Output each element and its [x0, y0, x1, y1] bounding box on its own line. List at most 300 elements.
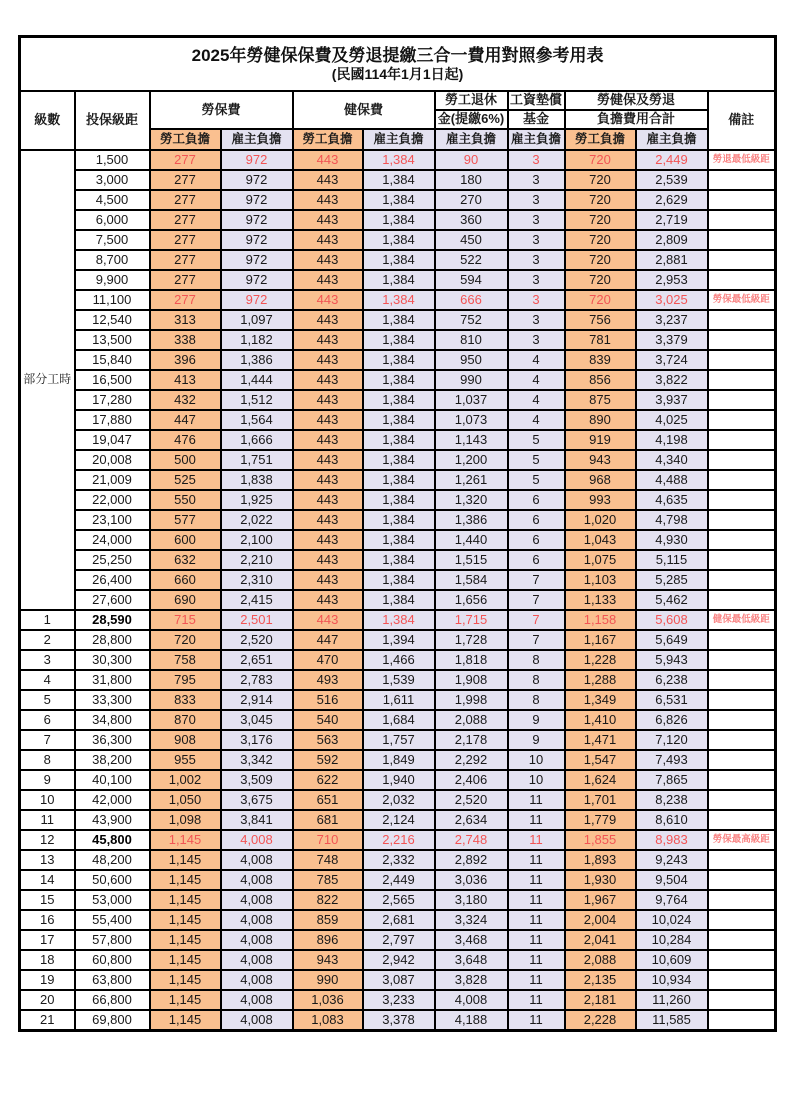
value-cell: 1,002 [150, 770, 221, 790]
value-cell: 943 [293, 950, 363, 970]
level-cell: 19 [20, 970, 75, 990]
value-cell: 1,037 [435, 390, 508, 410]
value-cell: 950 [435, 350, 508, 370]
value-cell: 1,440 [435, 530, 508, 550]
value-cell: 4,008 [221, 890, 293, 910]
value-cell: 10 [508, 750, 565, 770]
level-cell: 3 [20, 650, 75, 670]
table-row [20, 670, 776, 690]
bracket-cell: 34,800 [75, 710, 150, 730]
value-cell: 3 [508, 250, 565, 270]
value-cell: 1,849 [363, 750, 435, 770]
value-cell: 2,520 [221, 630, 293, 650]
level-cell: 7 [20, 730, 75, 750]
value-cell: 4,008 [221, 830, 293, 850]
value-cell: 859 [293, 910, 363, 930]
value-cell: 720 [565, 210, 636, 230]
value-cell: 2,088 [565, 950, 636, 970]
value-cell: 896 [293, 930, 363, 950]
level-cell: 18 [20, 950, 75, 970]
value-cell: 443 [293, 310, 363, 330]
value-cell: 1,103 [565, 570, 636, 590]
table-row [20, 550, 776, 570]
header-pension-employer: 雇主負擔 [435, 129, 508, 150]
header-total-line1: 勞健保及勞退 [565, 91, 708, 110]
value-cell: 11 [508, 910, 565, 930]
table-row [20, 970, 776, 990]
table-row [20, 410, 776, 430]
value-cell: 432 [150, 390, 221, 410]
value-cell: 720 [565, 270, 636, 290]
value-cell: 277 [150, 290, 221, 310]
value-cell: 4,488 [636, 470, 708, 490]
value-cell: 1,584 [435, 570, 508, 590]
value-cell: 443 [293, 510, 363, 530]
value-cell: 447 [150, 410, 221, 430]
level-cell: 14 [20, 870, 75, 890]
value-cell: 500 [150, 450, 221, 470]
remark-cell: 勞保最高級距 [708, 830, 776, 850]
value-cell: 443 [293, 190, 363, 210]
value-cell: 4,798 [636, 510, 708, 530]
bracket-cell: 4,500 [75, 190, 150, 210]
value-cell: 4,198 [636, 430, 708, 450]
bracket-cell: 57,800 [75, 930, 150, 950]
bracket-cell: 9,900 [75, 270, 150, 290]
value-cell: 8,983 [636, 830, 708, 850]
value-cell: 1,384 [363, 390, 435, 410]
value-cell: 4 [508, 370, 565, 390]
value-cell: 1,855 [565, 830, 636, 850]
remark-cell: 健保最低級距 [708, 610, 776, 630]
value-cell: 1,818 [435, 650, 508, 670]
value-cell: 1,384 [363, 350, 435, 370]
value-cell: 594 [435, 270, 508, 290]
value-cell: 2,216 [363, 830, 435, 850]
value-cell: 522 [435, 250, 508, 270]
value-cell: 1,386 [435, 510, 508, 530]
value-cell: 443 [293, 490, 363, 510]
level-cell: 6 [20, 710, 75, 730]
value-cell: 2,228 [565, 1010, 636, 1031]
table-row [20, 310, 776, 330]
value-cell: 7,865 [636, 770, 708, 790]
remark-cell [708, 470, 776, 490]
remark-cell [708, 770, 776, 790]
remark-cell: 勞退最低級距 [708, 150, 776, 170]
value-cell: 3 [508, 290, 565, 310]
remark-cell [708, 210, 776, 230]
value-cell: 592 [293, 750, 363, 770]
bracket-cell: 24,000 [75, 530, 150, 550]
table-row [20, 290, 776, 310]
value-cell: 1,384 [363, 270, 435, 290]
remark-cell [708, 710, 776, 730]
page-subtitle: (民國114年1月1日起) [331, 65, 464, 82]
value-cell: 1,838 [221, 470, 293, 490]
value-cell: 4,008 [221, 870, 293, 890]
value-cell: 2,022 [221, 510, 293, 530]
value-cell: 3,237 [636, 310, 708, 330]
value-cell: 972 [221, 210, 293, 230]
value-cell: 875 [565, 390, 636, 410]
header-total-employee: 勞工負擔 [565, 129, 636, 150]
value-cell: 2,881 [636, 250, 708, 270]
value-cell: 758 [150, 650, 221, 670]
value-cell: 1,097 [221, 310, 293, 330]
value-cell: 833 [150, 690, 221, 710]
value-cell: 1,145 [150, 850, 221, 870]
value-cell: 690 [150, 590, 221, 610]
table-row [20, 750, 776, 770]
value-cell: 1,320 [435, 490, 508, 510]
remark-cell [708, 550, 776, 570]
value-cell: 9,764 [636, 890, 708, 910]
value-cell: 11 [508, 870, 565, 890]
table-row [20, 190, 776, 210]
value-cell: 1,384 [363, 550, 435, 570]
value-cell: 6 [508, 530, 565, 550]
value-cell: 1,751 [221, 450, 293, 470]
level-cell: 5 [20, 690, 75, 710]
value-cell: 785 [293, 870, 363, 890]
value-cell: 1,967 [565, 890, 636, 910]
value-cell: 632 [150, 550, 221, 570]
value-cell: 720 [565, 250, 636, 270]
remark-cell [708, 670, 776, 690]
value-cell: 277 [150, 270, 221, 290]
value-cell: 6 [508, 490, 565, 510]
value-cell: 2,292 [435, 750, 508, 770]
value-cell: 577 [150, 510, 221, 530]
value-cell: 3,025 [636, 290, 708, 310]
value-cell: 1,701 [565, 790, 636, 810]
value-cell: 4 [508, 350, 565, 370]
value-cell: 972 [221, 270, 293, 290]
value-cell: 3 [508, 170, 565, 190]
value-cell: 1,349 [565, 690, 636, 710]
table-row [20, 990, 776, 1010]
level-cell: 21 [20, 1010, 75, 1031]
value-cell: 11 [508, 990, 565, 1010]
value-cell: 3 [508, 210, 565, 230]
value-cell: 1,145 [150, 950, 221, 970]
header-labor-employer: 雇主負擔 [221, 129, 293, 150]
value-cell: 919 [565, 430, 636, 450]
page-title: 2025年勞健保保費及勞退提繳三合一費用對照參考用表 [191, 46, 604, 66]
value-cell: 4,008 [221, 1010, 293, 1031]
value-cell: 270 [435, 190, 508, 210]
table-row [20, 210, 776, 230]
level-cell: 1 [20, 610, 75, 630]
value-cell: 1,158 [565, 610, 636, 630]
bracket-cell: 48,200 [75, 850, 150, 870]
table-row [20, 950, 776, 970]
remark-cell [708, 1010, 776, 1031]
value-cell: 660 [150, 570, 221, 590]
value-cell: 2,565 [363, 890, 435, 910]
value-cell: 2,181 [565, 990, 636, 1010]
table-row [20, 430, 776, 450]
table-row [20, 710, 776, 730]
value-cell: 443 [293, 250, 363, 270]
remark-cell [708, 950, 776, 970]
value-cell: 1,384 [363, 470, 435, 490]
bracket-cell: 28,590 [75, 610, 150, 630]
value-cell: 1,050 [150, 790, 221, 810]
value-cell: 443 [293, 610, 363, 630]
value-cell: 3,036 [435, 870, 508, 890]
value-cell: 2,629 [636, 190, 708, 210]
value-cell: 1,167 [565, 630, 636, 650]
value-cell: 2,942 [363, 950, 435, 970]
value-cell: 3 [508, 230, 565, 250]
table-row [20, 690, 776, 710]
value-cell: 2,210 [221, 550, 293, 570]
value-cell: 3,822 [636, 370, 708, 390]
bracket-cell: 60,800 [75, 950, 150, 970]
value-cell: 1,384 [363, 150, 435, 170]
table-row [20, 330, 776, 350]
value-cell: 4,635 [636, 490, 708, 510]
remark-cell [708, 230, 776, 250]
value-cell: 1,145 [150, 1010, 221, 1031]
remark-cell: 勞保最低級距 [708, 290, 776, 310]
bracket-cell: 21,009 [75, 470, 150, 490]
value-cell: 2,332 [363, 850, 435, 870]
header-total-line2: 負擔費用合計 [565, 110, 708, 129]
value-cell: 443 [293, 550, 363, 570]
table-row [20, 170, 776, 190]
value-cell: 11 [508, 930, 565, 950]
value-cell: 1,288 [565, 670, 636, 690]
remark-cell [708, 530, 776, 550]
value-cell: 1,261 [435, 470, 508, 490]
value-cell: 1,020 [565, 510, 636, 530]
remark-cell [708, 410, 776, 430]
value-cell: 1,930 [565, 870, 636, 890]
bracket-cell: 26,400 [75, 570, 150, 590]
value-cell: 3 [508, 330, 565, 350]
value-cell: 516 [293, 690, 363, 710]
table-row [20, 830, 776, 850]
header-health-insurance: 健保費 [293, 91, 435, 129]
remark-cell [708, 630, 776, 650]
value-cell: 2,004 [565, 910, 636, 930]
value-cell: 6 [508, 550, 565, 570]
value-cell: 1,893 [565, 850, 636, 870]
value-cell: 5,462 [636, 590, 708, 610]
value-cell: 1,145 [150, 890, 221, 910]
value-cell: 443 [293, 270, 363, 290]
value-cell: 1,384 [363, 410, 435, 430]
value-cell: 681 [293, 810, 363, 830]
value-cell: 277 [150, 210, 221, 230]
value-cell: 2,135 [565, 970, 636, 990]
value-cell: 1,908 [435, 670, 508, 690]
value-cell: 7 [508, 590, 565, 610]
table-row [20, 810, 776, 830]
value-cell: 8 [508, 650, 565, 670]
value-cell: 443 [293, 590, 363, 610]
table-row [20, 890, 776, 910]
value-cell: 11 [508, 850, 565, 870]
value-cell: 3,379 [636, 330, 708, 350]
value-cell: 11 [508, 970, 565, 990]
value-cell: 781 [565, 330, 636, 350]
value-cell: 1,384 [363, 510, 435, 530]
value-cell: 9,504 [636, 870, 708, 890]
value-cell: 993 [565, 490, 636, 510]
header-health-employee: 勞工負擔 [293, 129, 363, 150]
value-cell: 1,073 [435, 410, 508, 430]
table-row [20, 730, 776, 750]
level-cell: 10 [20, 790, 75, 810]
value-cell: 720 [150, 630, 221, 650]
value-cell: 955 [150, 750, 221, 770]
header-row-1 [20, 91, 776, 110]
value-cell: 1,384 [363, 430, 435, 450]
bracket-cell: 12,540 [75, 310, 150, 330]
value-cell: 968 [565, 470, 636, 490]
value-cell: 2,124 [363, 810, 435, 830]
value-cell: 4,008 [221, 950, 293, 970]
remark-cell [708, 430, 776, 450]
value-cell: 443 [293, 430, 363, 450]
table-row [20, 910, 776, 930]
value-cell: 908 [150, 730, 221, 750]
value-cell: 1,539 [363, 670, 435, 690]
remark-cell [708, 970, 776, 990]
value-cell: 11 [508, 890, 565, 910]
value-cell: 1,925 [221, 490, 293, 510]
value-cell: 2,415 [221, 590, 293, 610]
table-row [20, 490, 776, 510]
value-cell: 1,384 [363, 570, 435, 590]
value-cell: 10,934 [636, 970, 708, 990]
value-cell: 2,809 [636, 230, 708, 250]
table-row [20, 870, 776, 890]
remark-cell [708, 650, 776, 670]
value-cell: 2,100 [221, 530, 293, 550]
remark-cell [708, 850, 776, 870]
value-cell: 3,724 [636, 350, 708, 370]
value-cell: 10,024 [636, 910, 708, 930]
bracket-cell: 40,100 [75, 770, 150, 790]
value-cell: 8,238 [636, 790, 708, 810]
value-cell: 715 [150, 610, 221, 630]
value-cell: 3,828 [435, 970, 508, 990]
value-cell: 1,471 [565, 730, 636, 750]
value-cell: 3,509 [221, 770, 293, 790]
value-cell: 3,233 [363, 990, 435, 1010]
remark-cell [708, 190, 776, 210]
value-cell: 525 [150, 470, 221, 490]
value-cell: 1,384 [363, 490, 435, 510]
bracket-cell: 20,008 [75, 450, 150, 470]
value-cell: 4,188 [435, 1010, 508, 1031]
value-cell: 443 [293, 350, 363, 370]
value-cell: 3,324 [435, 910, 508, 930]
value-cell: 2,088 [435, 710, 508, 730]
header-wage-fund-employer: 雇主負擔 [508, 129, 565, 150]
value-cell: 7,493 [636, 750, 708, 770]
value-cell: 9 [508, 730, 565, 750]
value-cell: 1,624 [565, 770, 636, 790]
value-cell: 1,075 [565, 550, 636, 570]
value-cell: 651 [293, 790, 363, 810]
table-row [20, 790, 776, 810]
value-cell: 6,238 [636, 670, 708, 690]
value-cell: 1,098 [150, 810, 221, 830]
value-cell: 990 [435, 370, 508, 390]
value-cell: 810 [435, 330, 508, 350]
header-pension-line1: 勞工退休 [435, 91, 508, 110]
value-cell: 1,384 [363, 530, 435, 550]
value-cell: 563 [293, 730, 363, 750]
bracket-cell: 17,280 [75, 390, 150, 410]
value-cell: 8 [508, 670, 565, 690]
value-cell: 972 [221, 150, 293, 170]
premium-reference-table [18, 35, 777, 1032]
value-cell: 972 [221, 230, 293, 250]
bracket-cell: 16,500 [75, 370, 150, 390]
value-cell: 720 [565, 230, 636, 250]
value-cell: 1,757 [363, 730, 435, 750]
value-cell: 5,608 [636, 610, 708, 630]
remark-cell [708, 870, 776, 890]
level-cell: 16 [20, 910, 75, 930]
value-cell: 1,940 [363, 770, 435, 790]
value-cell: 443 [293, 230, 363, 250]
table-row [20, 630, 776, 650]
value-cell: 1,145 [150, 830, 221, 850]
value-cell: 972 [221, 250, 293, 270]
header-labor-insurance: 勞保費 [150, 91, 293, 129]
value-cell: 6,531 [636, 690, 708, 710]
bracket-cell: 17,880 [75, 410, 150, 430]
value-cell: 1,384 [363, 310, 435, 330]
value-cell: 3,648 [435, 950, 508, 970]
value-cell: 3,937 [636, 390, 708, 410]
value-cell: 3,087 [363, 970, 435, 990]
value-cell: 1,182 [221, 330, 293, 350]
value-cell: 3,342 [221, 750, 293, 770]
value-cell: 2,539 [636, 170, 708, 190]
value-cell: 7 [508, 610, 565, 630]
table-row [20, 250, 776, 270]
value-cell: 4,008 [435, 990, 508, 1010]
value-cell: 1,779 [565, 810, 636, 830]
value-cell: 1,715 [435, 610, 508, 630]
bracket-cell: 66,800 [75, 990, 150, 1010]
value-cell: 2,310 [221, 570, 293, 590]
value-cell: 890 [565, 410, 636, 430]
title-row [20, 37, 776, 92]
value-cell: 748 [293, 850, 363, 870]
value-cell: 2,748 [435, 830, 508, 850]
table-row [20, 370, 776, 390]
table-row [20, 770, 776, 790]
value-cell: 443 [293, 410, 363, 430]
remark-cell [708, 310, 776, 330]
value-cell: 2,953 [636, 270, 708, 290]
bracket-cell: 50,600 [75, 870, 150, 890]
value-cell: 8,610 [636, 810, 708, 830]
value-cell: 470 [293, 650, 363, 670]
value-cell: 2,032 [363, 790, 435, 810]
value-cell: 277 [150, 230, 221, 250]
